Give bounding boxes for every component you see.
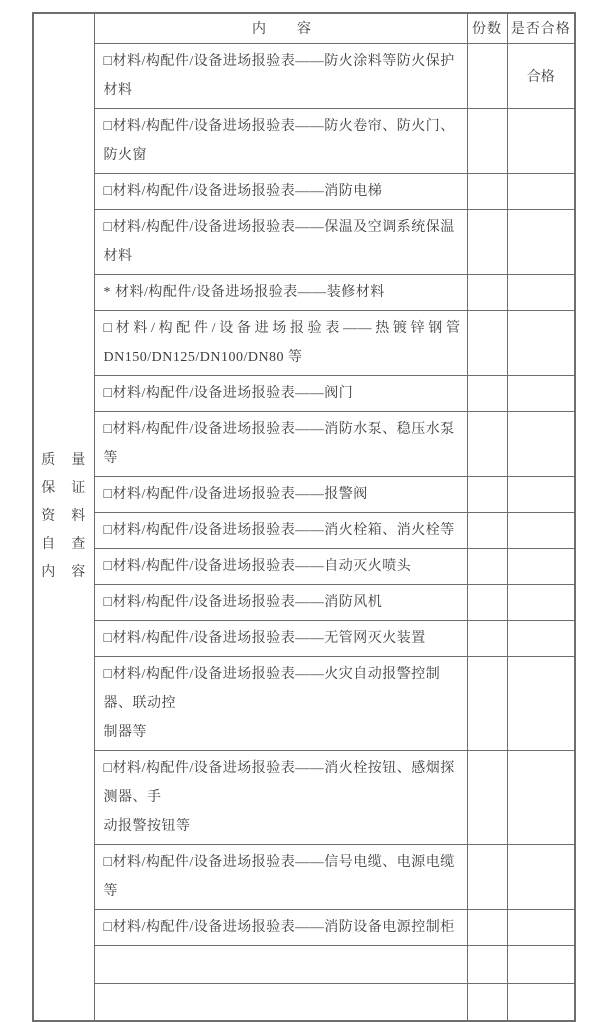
- row-copies-cell: [467, 844, 507, 909]
- row-copies-cell: [467, 656, 507, 750]
- content-line: □材料/构配件/设备进场报验表——自动灭火喷头: [103, 558, 412, 574]
- checkbox-icon: □: [103, 558, 113, 574]
- row-content-cell: [94, 411, 467, 476]
- row-qualified-cell: [507, 548, 575, 584]
- row-qualified-cell: [507, 476, 575, 512]
- row-copies-cell: [467, 983, 507, 1021]
- row-qualified-cell: [507, 310, 575, 375]
- row-content-cell: [94, 43, 467, 108]
- row-qualified-cell: [507, 945, 575, 983]
- row-qualified-cell: [507, 209, 575, 274]
- content-line: [104, 987, 461, 1016]
- table-header-row: [33, 13, 575, 43]
- content-line: □材料/构配件/设备进场报验表——消火栓箱、消火栓等: [103, 522, 455, 538]
- row-copies-cell: [467, 411, 507, 476]
- checkbox-icon: □: [103, 118, 113, 134]
- table-row: [33, 584, 575, 620]
- content-line: □材料/构配件/设备进场报验表——保温及空调系统保温材料: [103, 219, 455, 264]
- table-row: [33, 844, 575, 909]
- row-content-cell: [94, 173, 467, 209]
- row-qualified-cell: [507, 411, 575, 476]
- row-copies-cell: [467, 310, 507, 375]
- row-qualified-cell: [507, 909, 575, 945]
- row-content-cell: [94, 750, 467, 844]
- table-row: [33, 548, 575, 584]
- content-line: □材料/构配件/设备进场报验表——消防风机: [103, 594, 383, 610]
- content-line: □材料/构配件/设备进场报验表——信号电缆、电源电缆等: [103, 854, 455, 899]
- row-qualified-cell: [507, 375, 575, 411]
- asterisk-icon: *: [103, 284, 115, 300]
- row-qualified-cell: [507, 173, 575, 209]
- content-line: □材料/构配件/设备进场报验表——消防电梯: [103, 183, 383, 199]
- row-copies-cell: [467, 209, 507, 274]
- row-copies-cell: [467, 274, 507, 310]
- side-label-line: 保 证: [41, 481, 87, 496]
- column-header-copies: 份数: [467, 13, 507, 43]
- row-qualified-cell: [507, 750, 575, 844]
- checkbox-icon: □: [103, 854, 113, 870]
- row-copies-cell: [467, 108, 507, 173]
- content-line: □材料/构配件/设备进场报验表——防火涂料等防火保护材料: [103, 53, 455, 98]
- content-line: 动报警按钮等: [103, 818, 191, 834]
- table-row: [33, 310, 575, 375]
- checkbox-icon: □: [103, 666, 113, 682]
- table-row: [33, 209, 575, 274]
- row-content-cell: [94, 844, 467, 909]
- checkbox-icon: □: [103, 594, 113, 610]
- checkbox-icon: □: [103, 486, 113, 502]
- side-label: [34, 447, 94, 587]
- row-copies-cell: [467, 620, 507, 656]
- content-line: [104, 950, 461, 979]
- row-copies-cell: [467, 43, 507, 108]
- checkbox-icon: □: [103, 760, 113, 776]
- side-label-line: 自 查: [41, 537, 87, 552]
- row-content-cell: [94, 656, 467, 750]
- table-row: [33, 173, 575, 209]
- side-label-line: 内 容: [41, 565, 87, 580]
- row-copies-cell: [467, 750, 507, 844]
- side-label-cell: [33, 13, 94, 1021]
- side-label-line: 资 料: [41, 509, 87, 524]
- content-line: DN150/DN125/DN100/DN80 等: [103, 349, 303, 365]
- content-line: □材料/构配件/设备进场报验表——报警阀: [103, 486, 368, 502]
- row-qualified-cell: [507, 620, 575, 656]
- content-line: □材料/构配件/设备进场报验表——防火卷帘、防火门、防火窗: [103, 118, 455, 163]
- row-content-cell: [94, 274, 467, 310]
- checkbox-icon: □: [103, 320, 116, 336]
- row-qualified-cell: [507, 656, 575, 750]
- table-row: [33, 375, 575, 411]
- row-copies-cell: [467, 584, 507, 620]
- table-row: [33, 983, 575, 1021]
- row-content-cell: [94, 310, 467, 375]
- row-content-cell: [94, 584, 467, 620]
- content-line: □材料/构配件/设备进场报验表——消防水泵、稳压水泵等: [103, 421, 455, 466]
- side-label-line: 质 量: [41, 453, 87, 468]
- table-row: [33, 750, 575, 844]
- row-content-cell: [94, 548, 467, 584]
- row-content-cell: [94, 108, 467, 173]
- row-content-cell: [94, 512, 467, 548]
- table-row: [33, 512, 575, 548]
- table-row: [33, 108, 575, 173]
- row-qualified-cell: [507, 274, 575, 310]
- table-row: [33, 411, 575, 476]
- column-header-content: 内 容: [94, 13, 467, 43]
- row-copies-cell: [467, 512, 507, 548]
- checkbox-icon: □: [103, 522, 113, 538]
- content-line: □材料/构配件/设备进场报验表——无管网灭火装置: [103, 630, 426, 646]
- content-line: □材料/构配件/设备进场报验表——阀门: [103, 385, 354, 401]
- column-header-qualified: 是否合格: [507, 13, 575, 43]
- row-qualified-cell: [507, 844, 575, 909]
- table-row: [33, 476, 575, 512]
- table-row: [33, 43, 575, 108]
- row-content-cell: [94, 209, 467, 274]
- row-copies-cell: [467, 173, 507, 209]
- content-line: □材料/构配件/设备进场报验表——热镀锌钢管: [103, 320, 461, 336]
- row-copies-cell: [467, 909, 507, 945]
- row-content-cell: [94, 476, 467, 512]
- row-qualified-cell: [507, 108, 575, 173]
- content-line: □材料/构配件/设备进场报验表——消防设备电源控制柜: [103, 919, 455, 935]
- checkbox-icon: □: [103, 53, 113, 69]
- row-copies-cell: [467, 945, 507, 983]
- row-content-cell: [94, 945, 467, 983]
- table-row: [33, 656, 575, 750]
- table-row: [33, 620, 575, 656]
- checkbox-icon: □: [103, 421, 113, 437]
- content-line: * 材料/构配件/设备进场报验表——装修材料: [103, 284, 385, 300]
- content-line: □材料/构配件/设备进场报验表——消火栓按钮、感烟探测器、手: [103, 760, 455, 805]
- checkbox-icon: □: [103, 219, 113, 235]
- row-copies-cell: [467, 476, 507, 512]
- row-copies-cell: [467, 548, 507, 584]
- quality-assurance-self-check-table: [32, 12, 576, 1022]
- table-row: [33, 274, 575, 310]
- row-qualified-cell: [507, 512, 575, 548]
- content-line: □材料/构配件/设备进场报验表——火灾自动报警控制器、联动控: [103, 666, 441, 711]
- checkbox-icon: □: [103, 630, 113, 646]
- checkbox-icon: □: [103, 919, 113, 935]
- row-content-cell: [94, 375, 467, 411]
- content-line: 制器等: [103, 724, 147, 740]
- row-content-cell: [94, 983, 467, 1021]
- row-qualified-cell: [507, 983, 575, 1021]
- checkbox-icon: □: [103, 183, 113, 199]
- table-row: [33, 945, 575, 983]
- row-copies-cell: [467, 375, 507, 411]
- row-content-cell: [94, 620, 467, 656]
- table-row: [33, 909, 575, 945]
- row-content-cell: [94, 909, 467, 945]
- row-qualified-cell: 合格: [507, 43, 575, 108]
- row-qualified-cell: [507, 584, 575, 620]
- checkbox-icon: □: [103, 385, 113, 401]
